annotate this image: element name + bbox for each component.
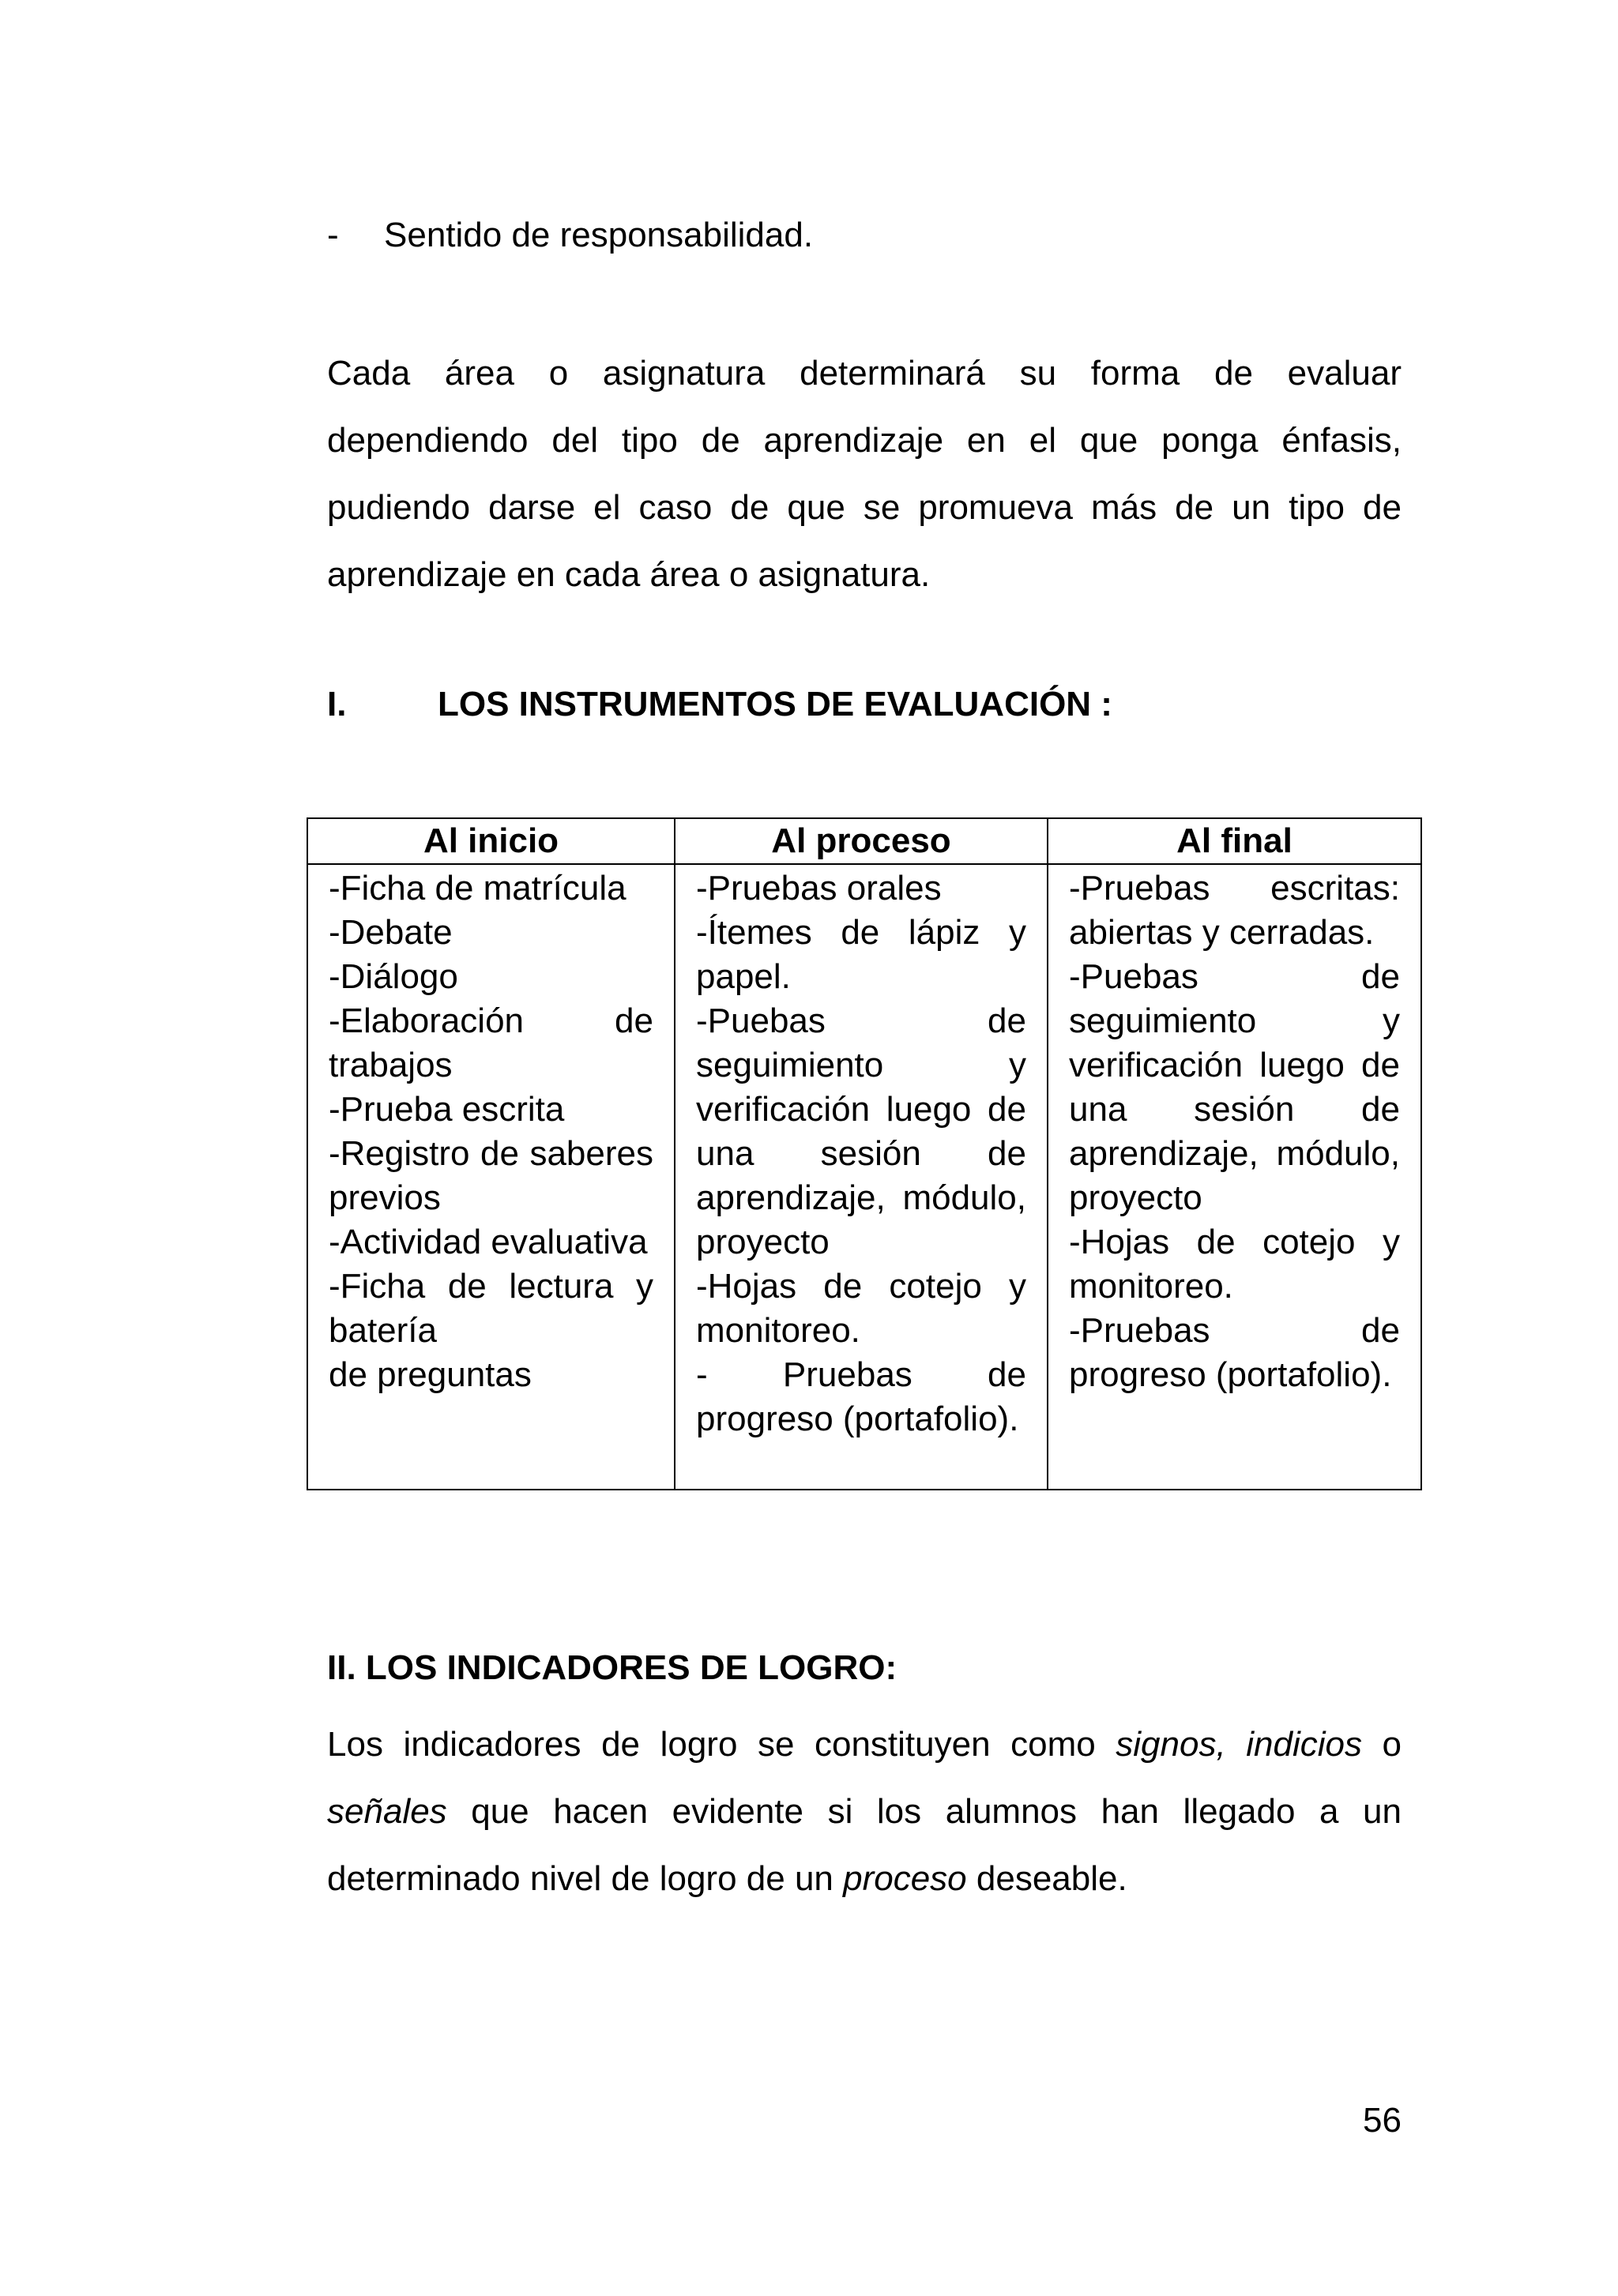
paragraph-indicators <box>327 1711 1402 1912</box>
paragraph-emphasis: señales <box>327 1792 447 1831</box>
list-item: -Diálogo <box>329 957 458 996</box>
bullet-dash: - <box>327 216 339 254</box>
list-item: - Pruebas de progreso (portafolio). <box>696 1355 1026 1438</box>
table-header-row <box>307 818 1421 864</box>
paragraph-text: o <box>1361 1725 1402 1764</box>
list-item: -Debate <box>329 913 453 952</box>
list-item: -Ítemes de lápiz y papel. <box>696 913 1026 996</box>
list-item: -Ficha de lectura y batería <box>329 1267 653 1350</box>
section-heading-instruments <box>327 681 1112 728</box>
list-item: -Registro de saberes previos <box>329 1134 653 1217</box>
list-item: -Hojas de cotejo y monitoreo. <box>696 1267 1026 1350</box>
section-heading-indicators: II. LOS INDICADORES DE LOGRO: <box>327 1648 897 1687</box>
table-cell-proceso <box>675 864 1048 1490</box>
list-item: -Prueba escrita <box>329 1090 565 1129</box>
table-cell-inicio <box>307 864 675 1490</box>
column-header: Al final <box>1048 818 1421 864</box>
column-header: Al proceso <box>675 818 1048 864</box>
section-title: LOS INSTRUMENTOS DE EVALUACIÓN : <box>438 685 1112 723</box>
paragraph-evaluation-forms: Cada área o asignatura determinará su forma de evaluar dependiendo del tipo de aprendizaje en el que ponga énfasis, pudiendo darse el caso de que se promueva más de un tipo de aprendizaje en cada área o asignatura. <box>327 354 1402 594</box>
list-item: -Ficha de matrícula <box>329 869 627 908</box>
paragraph-text: Los indicadores de logro se constituyen como <box>327 1725 1116 1764</box>
list-item: -Elaboración de trabajos <box>329 1001 653 1084</box>
list-item: de preguntas <box>329 1355 532 1394</box>
list-item: -Pruebas orales <box>696 869 942 908</box>
list-item: -Pruebas escritas: abiertas y cerradas. <box>1069 869 1400 952</box>
paragraph-emphasis: signos, indicios <box>1116 1725 1362 1764</box>
list-item: -Puebas de seguimiento y verificación luego de una sesión de aprendizaje, módulo, proyecto <box>1069 957 1400 1217</box>
paragraph-emphasis: proceso <box>843 1859 967 1898</box>
list-item: -Hojas de cotejo y monitoreo. <box>1069 1223 1400 1306</box>
page-number: 56 <box>1363 2101 1402 2140</box>
list-item: -Puebas de seguimiento y verificación luego de una sesión de aprendizaje, módulo, proyecto <box>696 1001 1026 1261</box>
bullet-item <box>327 212 1402 259</box>
column-header: Al inicio <box>307 818 675 864</box>
instruments-table <box>307 817 1422 1490</box>
paragraph-text: deseable. <box>966 1859 1127 1898</box>
paragraph-text: que hacen evidente si los alumnos han llegado a un determinado nivel de logro de un <box>327 1792 1402 1898</box>
section-number: I. <box>327 685 347 723</box>
list-item: -Actividad evaluativa <box>329 1223 648 1261</box>
table-row <box>307 864 1421 1490</box>
table-cell-final <box>1048 864 1421 1490</box>
list-item: -Pruebas de progreso (portafolio). <box>1069 1311 1400 1394</box>
bullet-text: Sentido de responsabilidad. <box>384 216 814 254</box>
